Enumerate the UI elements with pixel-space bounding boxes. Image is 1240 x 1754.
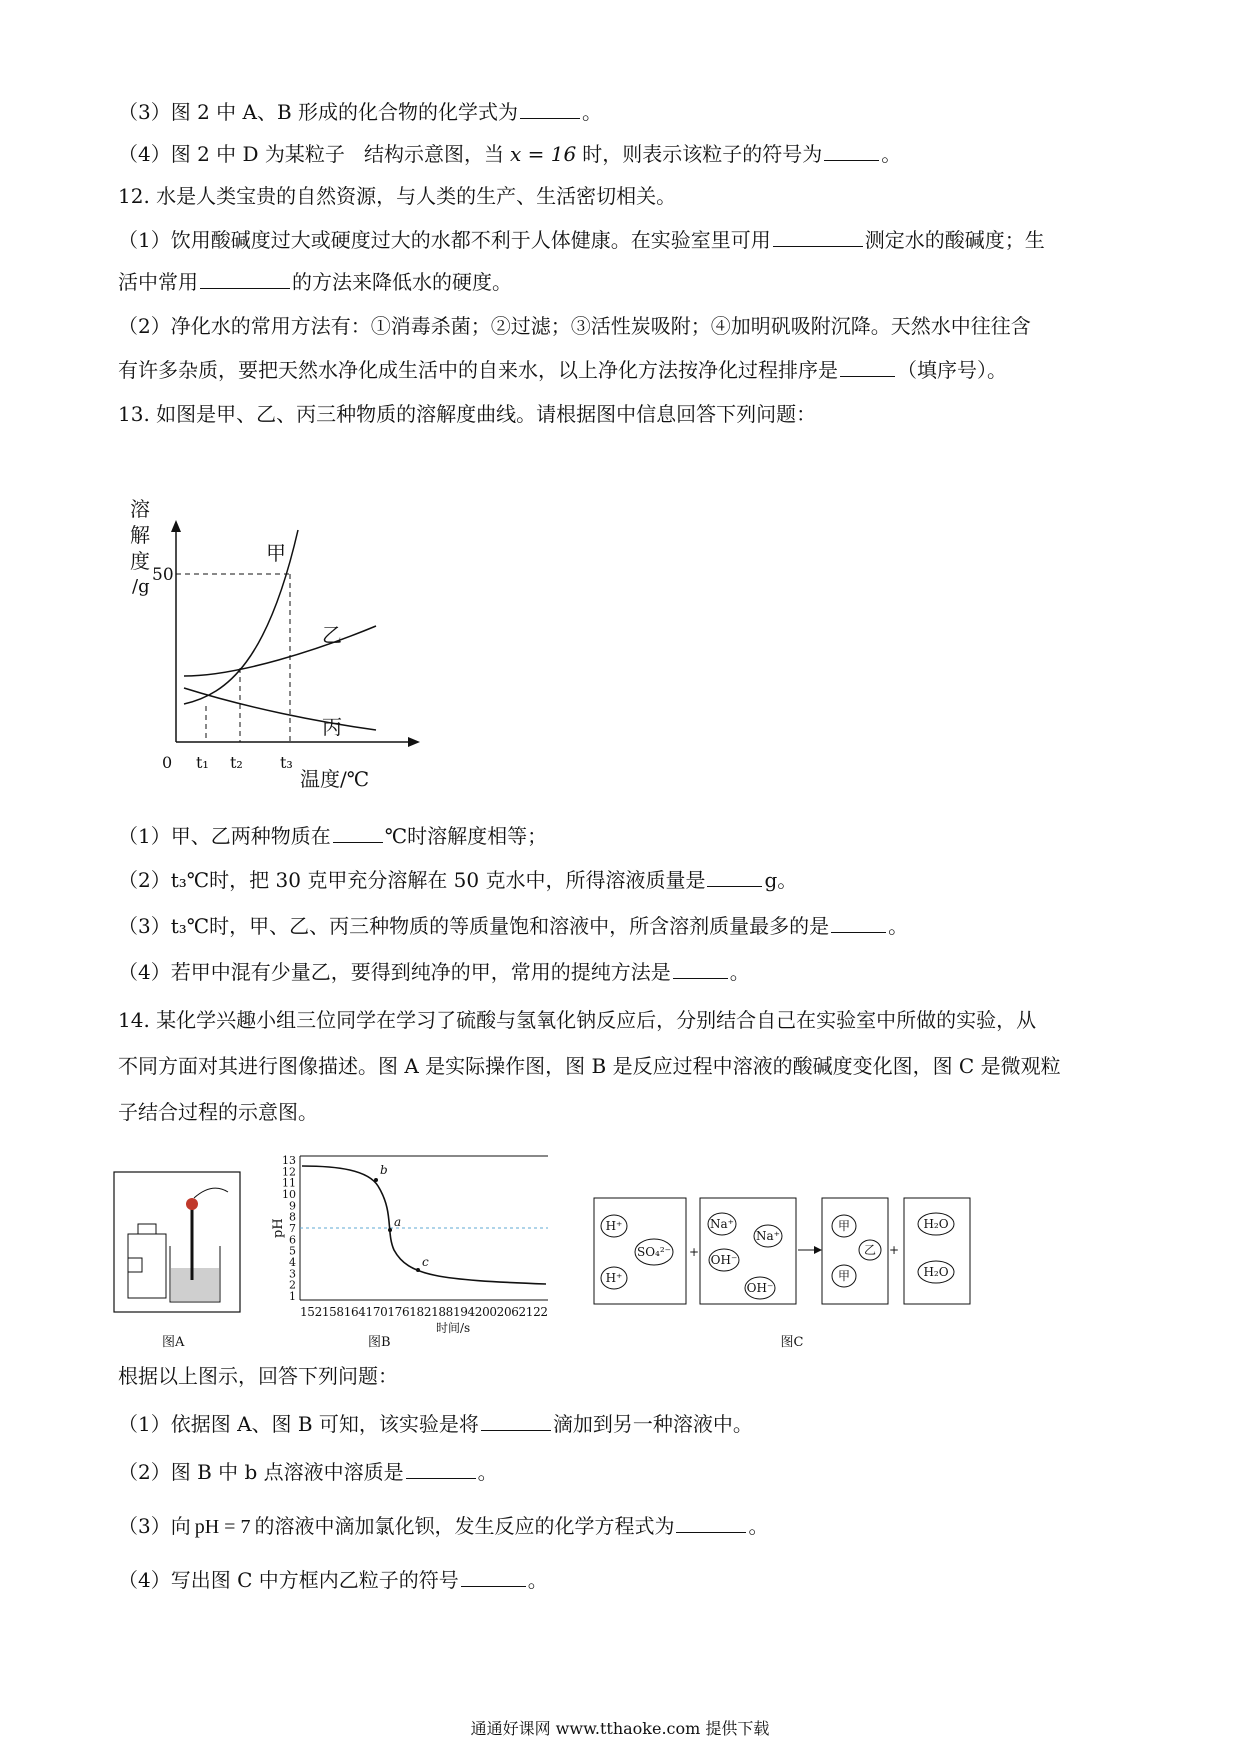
box1-h2: H⁺ [605, 1271, 623, 1285]
y-axis-label-1: 溶 [130, 497, 150, 521]
ph-y-tick: 10 [282, 1188, 296, 1201]
ph-y-tick: 11 [282, 1176, 296, 1190]
q13-title: 13. 如图是甲、乙、丙三种物质的溶解度曲线。请根据图中信息回答下列问题： [118, 402, 817, 426]
label-bing: 丙 [322, 715, 342, 739]
curve-yi [184, 626, 376, 676]
box4-h2o2: H₂O [923, 1265, 949, 1279]
point-b: b [380, 1163, 388, 1177]
ph-y-tick: 4 [289, 1256, 296, 1269]
answer-blank[interactable] [333, 822, 383, 843]
q12-1-cont: 活中常用 的方法来降低水的硬度。 [118, 270, 512, 294]
ph-y-tick: 5 [289, 1244, 296, 1258]
x-tick-t2: t₂ [230, 753, 243, 772]
figure-a [112, 1160, 244, 1350]
q14-4: （4）写出图 C 中方框内乙粒子的符号 。 [118, 1568, 548, 1592]
answer-blank[interactable] [200, 268, 290, 289]
label-yi: 乙 [322, 623, 342, 647]
answer-blank[interactable] [707, 866, 762, 887]
q11-3: （3）图 2 中 A、B 形成的化合物的化学式为 。 [118, 100, 603, 124]
x-tick-t1: t₁ [196, 753, 209, 772]
y-axis-label-3: 度 [130, 549, 150, 573]
ph-y-tick: 9 [289, 1199, 296, 1213]
q14-1: （1）依据图 A、图 B 可知，该实验是将 滴加到另一种溶液中。 [118, 1412, 753, 1436]
q13-1: （1）甲、乙两种物质在 ℃时溶解度相等； [118, 824, 548, 848]
answer-blank[interactable] [461, 1566, 526, 1587]
box3-jia2: 甲 [837, 1269, 851, 1283]
ph-y-tick: 3 [289, 1267, 296, 1281]
q14-title: 14. 某化学兴趣小组三位同学在学习了硫酸与氢氧化钠反应后，分别结合自己在实验室中所做的实验，从 [118, 1008, 1037, 1032]
q12-1: （1）饮用酸碱度过大或硬度过大的水都不利于人体健康。在实验室里可用 测定水的酸碱度；生 [118, 228, 1045, 252]
box1-h1: H⁺ [605, 1219, 623, 1233]
solubility-chart [118, 490, 438, 790]
ph-y-tick: 12 [282, 1165, 296, 1179]
plus-1: + [688, 1245, 700, 1259]
q13-3: （3）t₃℃时，甲、乙、丙三种物质的等质量饱和溶液中，所含溶剂质量最多的是 。 [118, 914, 909, 938]
box3-yi: 乙 [863, 1243, 877, 1257]
answer-blank[interactable] [481, 1410, 551, 1431]
answer-blank[interactable] [840, 356, 895, 377]
figure-a-caption: 图A [162, 1335, 185, 1350]
plus-2: + [888, 1243, 900, 1257]
answer-blank[interactable] [824, 140, 879, 161]
box1-so4: SO₄²⁻ [636, 1245, 672, 1259]
y-tick-50: 50 [152, 565, 174, 585]
point-c: c [422, 1255, 429, 1269]
box2-na1: Na⁺ [710, 1217, 734, 1231]
y-axis-label-2: 解 [130, 523, 150, 547]
q14-title-2: 不同方面对其进行图像描述。图 A 是实际操作图，图 B 是反应过程中溶液的酸碱度变化图，图 C 是微观粒 [118, 1054, 1061, 1078]
x-tick-t3: t₃ [280, 753, 293, 772]
q12-title: 12. 水是人类宝贵的自然资源，与人类的生产、生活密切相关。 [118, 184, 677, 208]
ph-x-label: 时间/s [436, 1321, 471, 1335]
ph-axis-label: pH [271, 1218, 286, 1238]
box2-oh1: OH⁻ [710, 1253, 738, 1267]
box2-oh2: OH⁻ [746, 1281, 774, 1295]
ph-y-tick: 7 [289, 1222, 296, 1235]
q12-2: （2）净化水的常用方法有：①消毒杀菌；②过滤；③活性炭吸附；④加明矾吸附沉降。天然水中往往含 [118, 314, 1031, 338]
y-axis-label-4: /g [132, 576, 150, 597]
answer-blank[interactable] [520, 98, 580, 119]
q13-2: （2）t₃℃时，把 30 克甲充分溶解在 50 克水中，所得溶液质量是 g。 [118, 868, 798, 892]
q14-title-3: 子结合过程的示意图。 [118, 1100, 318, 1124]
page-footer: 通通好课网 www.tthaoke.com 提供下载 [470, 1719, 770, 1738]
answer-blank[interactable] [673, 958, 728, 979]
curve-bing [184, 688, 376, 730]
answer-blank[interactable] [406, 1458, 476, 1479]
label-jia: 甲 [266, 541, 286, 565]
answer-blank[interactable] [676, 1512, 746, 1533]
figure-b-caption: 图B [368, 1335, 391, 1350]
ph-y-tick: 2 [289, 1278, 296, 1292]
figure-c-caption: 图C [780, 1335, 804, 1350]
q14-3: （3）向 pH = 7 的溶液中滴加氯化钡，发生反应的化学方程式为 。 [118, 1514, 769, 1538]
figure-b-ph-chart [268, 1146, 568, 1350]
q11-4: （4）图 2 中 D 为某粒子 结构示意图，当 x = 16 时，则表示该粒子的符号为 。 [118, 142, 902, 166]
ph-y-tick: 1 [289, 1290, 296, 1303]
ph-x-ticks: 1521581641701761821881942002062122 [300, 1305, 548, 1319]
box4-h2o1: H₂O [923, 1217, 949, 1231]
box2-na2: Na⁺ [756, 1229, 780, 1243]
box3-jia1: 甲 [837, 1219, 851, 1233]
ph-y-tick: 8 [289, 1210, 296, 1224]
ph-y-tick: 13 [282, 1154, 296, 1167]
origin-label: 0 [162, 753, 173, 772]
q13-4: （4）若甲中混有少量乙，要得到纯净的甲，常用的提纯方法是 。 [118, 960, 750, 984]
answer-blank[interactable] [831, 912, 886, 933]
figure-c [592, 1196, 988, 1352]
q14-2: （2）图 B 中 b 点溶液中溶质是 。 [118, 1460, 498, 1484]
x-axis-label: 温度/℃ [300, 767, 370, 790]
point-a: a [394, 1215, 402, 1229]
q12-2-cont: 有许多杂质，要把天然水净化成生活中的自来水，以上净化方法按净化过程排序是 （填序号）。 [118, 358, 1007, 382]
answer-blank[interactable] [773, 226, 863, 247]
ph-y-tick: 6 [289, 1233, 296, 1247]
q14-intro: 根据以上图示，回答下列问题： [118, 1364, 398, 1388]
